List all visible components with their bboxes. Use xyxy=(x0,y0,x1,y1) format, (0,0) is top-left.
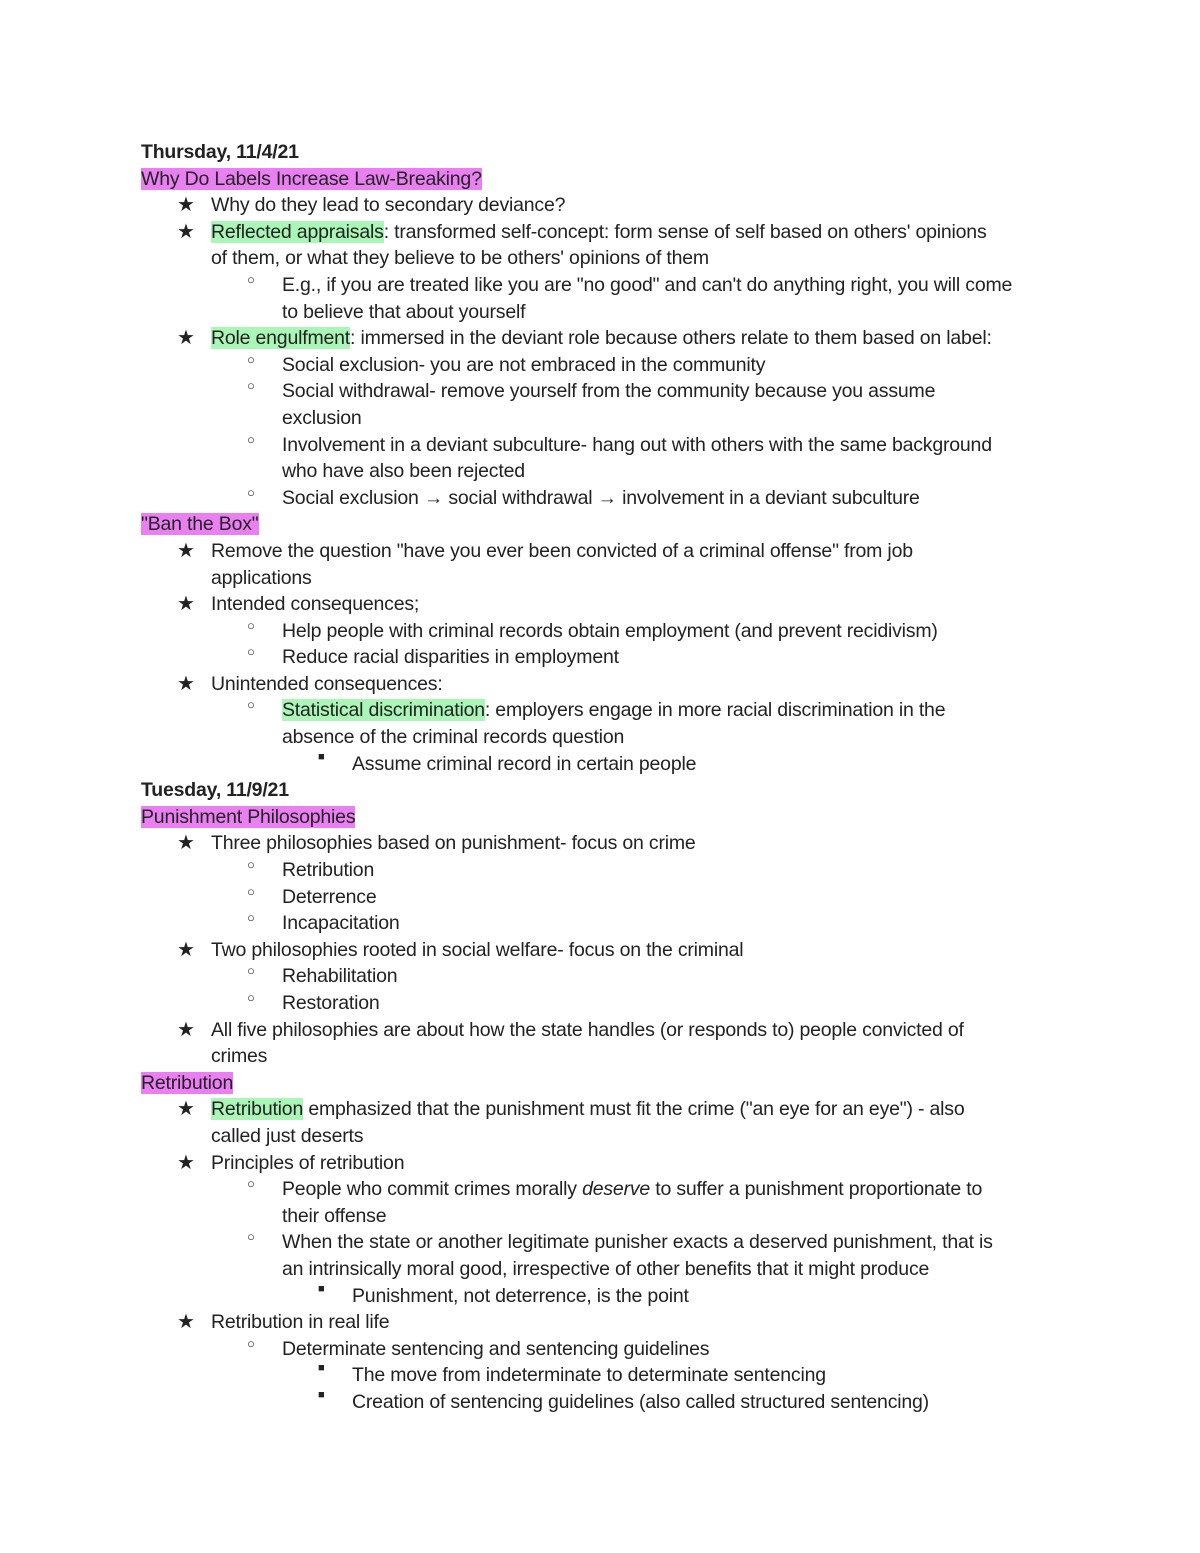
circle-bullet-icon: ○ xyxy=(247,1229,255,1245)
circle-bullet-icon: ○ xyxy=(247,431,255,447)
list-item: ★ Unintended consequences: xyxy=(177,672,443,695)
list-item: ○ Restoration xyxy=(247,990,380,1014)
circle-bullet-icon: ○ xyxy=(247,351,255,367)
list-item: ○ Incapacitation xyxy=(247,910,400,935)
list-item: ○ Involvement in a deviant subculture- hang out with others with the same background who have also been rejected xyxy=(247,431,992,483)
circle-bullet-icon: ○ xyxy=(247,883,255,899)
list-item: ★ Retribution emphasized that the punishment must fit the crime ("an eye for an eye") - also called just deserts xyxy=(177,1098,965,1147)
date-heading: Thursday, 11/4/21 xyxy=(141,141,299,163)
list-item: ★ Intended consequences; xyxy=(177,593,420,616)
star-bullet-icon: ★ xyxy=(177,1018,195,1041)
list-item: ○ E.g., if you are treated like you are "no good" and can't do anything right, you will come to believe that about yourself xyxy=(247,271,1013,323)
topic-heading: Why Do Labels Increase Law-Breaking? xyxy=(141,167,482,190)
topic-heading: "Ban the Box" xyxy=(141,513,259,536)
list-item: ★ Three philosophies based on punishment- focus on crime xyxy=(177,832,696,855)
list-item: ○ Rehabilitation xyxy=(247,963,398,988)
list-item: ○ Statistical discrimination: employers engage in more racial discrimination in the absence of the criminal records question xyxy=(247,697,946,749)
star-bullet-icon: ★ xyxy=(177,194,195,217)
list-item: ○ When the state or another legitimate punisher exacts a deserved punishment, that is an intrinsically moral good, irrespective of other benefits that it might produce xyxy=(247,1229,993,1280)
topic-heading: Punishment Philosophies xyxy=(141,805,356,828)
star-bullet-icon: ★ xyxy=(177,1098,195,1121)
square-bullet-icon: ■ xyxy=(318,1362,325,1375)
circle-bullet-icon: ○ xyxy=(247,644,255,660)
list-item: ○ Help people with criminal records obtain employment (and prevent recidivism) xyxy=(247,617,938,642)
square-bullet-icon: ■ xyxy=(318,1388,325,1401)
star-bullet-icon: ★ xyxy=(177,593,195,616)
star-bullet-icon: ★ xyxy=(177,539,195,562)
date-heading: Tuesday, 11/9/21 xyxy=(141,779,289,802)
circle-bullet-icon: ○ xyxy=(247,378,255,394)
list-item: ○ Social exclusion → social withdrawal → involvement in a deviant subculture xyxy=(247,484,920,509)
list-item: ★ All five philosophies are about how the state handles (or responds to) people convicted of crimes xyxy=(177,1018,964,1068)
square-bullet-icon: ■ xyxy=(318,750,325,763)
emphasis: deserve xyxy=(582,1178,651,1201)
list-item: ■ The move from indeterminate to determinate sentencing xyxy=(318,1362,826,1387)
list-item: ★ Why do they lead to secondary deviance? xyxy=(177,194,566,217)
key-term: Role engulfment xyxy=(211,327,351,350)
list-item: ○ Retribution xyxy=(247,857,375,882)
star-bullet-icon: ★ xyxy=(177,1151,195,1174)
list-item: ○ Social exclusion- you are not embraced in the community xyxy=(247,351,766,376)
circle-bullet-icon: ○ xyxy=(247,910,255,926)
topic-heading: Retribution xyxy=(141,1071,234,1094)
circle-bullet-icon: ○ xyxy=(247,1176,255,1192)
star-bullet-icon: ★ xyxy=(177,1311,195,1334)
key-term: Reflected appraisals xyxy=(211,220,384,243)
list-item: ○ Social withdrawal- remove yourself from the community because you assume exclusion xyxy=(247,378,936,429)
circle-bullet-icon: ○ xyxy=(247,617,255,633)
list-item: ○ Deterrence xyxy=(247,883,377,908)
list-item: ★ Reflected appraisals: transformed self-concept: form sense of self based on others' opinions of them, or what they believe to be others' opinions of them xyxy=(177,220,987,270)
circle-bullet-icon: ○ xyxy=(247,271,255,287)
key-term: Statistical discrimination xyxy=(282,699,485,722)
list-item: ○ Determinate sentencing and sentencing guidelines xyxy=(247,1335,710,1360)
circle-bullet-icon: ○ xyxy=(247,963,255,979)
circle-bullet-icon: ○ xyxy=(247,484,255,500)
list-item: ■ Punishment, not deterrence, is the point xyxy=(318,1282,689,1307)
notes-document xyxy=(141,139,1061,1416)
star-bullet-icon: ★ xyxy=(177,327,195,350)
list-item: ★ Two philosophies rooted in social welfare- focus on the criminal xyxy=(177,938,744,961)
circle-bullet-icon: ○ xyxy=(247,1335,255,1351)
key-term: Retribution xyxy=(211,1098,304,1121)
star-bullet-icon: ★ xyxy=(177,832,195,855)
list-item: ■ Assume criminal record in certain people xyxy=(318,750,697,775)
square-bullet-icon: ■ xyxy=(318,1282,325,1295)
list-item: ★ Remove the question "have you ever been convicted of a criminal offense" from job applications xyxy=(177,539,913,589)
circle-bullet-icon: ○ xyxy=(247,857,255,873)
star-bullet-icon: ★ xyxy=(177,672,195,695)
list-item: ★ Role engulfment: immersed in the deviant role because others relate to them based on label: xyxy=(177,327,992,350)
star-bullet-icon: ★ xyxy=(177,220,195,243)
list-item: ○ People who commit crimes morally deserve to suffer a punishment proportionate to their offense xyxy=(247,1176,983,1227)
list-item: ○ Reduce racial disparities in employment xyxy=(247,644,619,669)
list-item: ■ Creation of sentencing guidelines (also called structured sentencing) xyxy=(318,1388,929,1413)
star-bullet-icon: ★ xyxy=(177,938,195,961)
circle-bullet-icon: ○ xyxy=(247,697,255,713)
list-item: ★ Principles of retribution xyxy=(177,1151,405,1174)
circle-bullet-icon: ○ xyxy=(247,990,255,1005)
list-item: ★ Retribution in real life xyxy=(177,1311,390,1334)
